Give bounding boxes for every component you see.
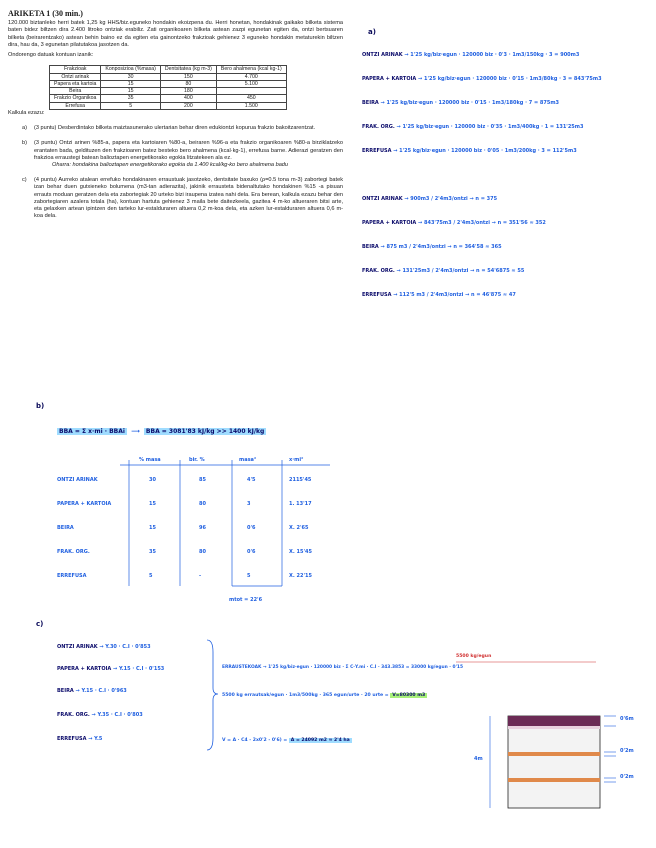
- table-cell: 5: [247, 573, 251, 579]
- dim-label: 0'6m: [620, 716, 634, 722]
- intermediate-layer-2: [508, 778, 600, 782]
- question-text: (4 puntu) Aurreko atalean errefuko hondakinaren erraustuak jasotzeko, dentsitate baxuko (ρ=0.5 tona m-3) zabortegi batek izan behar duen gutxieneko bolumena (m3-tan adierazita), jakinik errausteta bidenaltutako hondakinen %15 -a pisuan errauts moduan geratzen dela eta zabortegiak 20 urteko bizi iraupena izatea nahi dela. Era berean, kalkula ezazu behar den zabortegiaren azalera totala (ha), kontuan hartuta gehienez 3 maila bete daitezkeela, gazitea 4 m-ko altueraren bitsi arte, eta gelaxken artean ipintzen den tarteko lur-estalduraren altuera 0,2 m-koa dela, eta azken lur-estalduraren altuera 0,6 m-koa dela.: [34, 177, 343, 220]
- table-row: [50, 88, 287, 95]
- solution-a-count: PAPERA + KARTOIA → 843'75m3 / 2'4m3/ontzi → n = 351'56 ≈ 352: [362, 220, 546, 226]
- solution-c-left: PAPERA + KARTOIA → Y.15 · C.I · 0'153: [57, 666, 165, 672]
- solution-c-left: ONTZI ARINAK → Y.30 · C.I · 0'853: [57, 644, 151, 650]
- solution-a-count: ONTZI ARINAK → 900m3 / 2'4m3/ontzi → n = 375: [362, 196, 498, 202]
- table-row: [50, 102, 287, 109]
- table-cell: 85: [199, 477, 206, 483]
- table-cell: 150: [160, 73, 216, 80]
- table-cell: ERREFUSA: [57, 573, 87, 579]
- solution-a-label: a): [368, 28, 376, 36]
- dim-label: 0'2m: [620, 774, 634, 780]
- table-cell: 15: [149, 501, 156, 507]
- table-total: mtot = 22'6: [229, 597, 263, 603]
- table-cell: Frakzio Organikoa: [50, 95, 101, 102]
- table-cell: 80: [160, 80, 216, 87]
- table-cell: 450: [216, 95, 286, 102]
- table-cell: Papera eta kartoia: [50, 80, 101, 87]
- question-note: Oharra: hondakina balioztapen energetikorako egokia da 1.400 kcal/kg-ko bero ahalmena badu: [52, 162, 289, 169]
- calc-label: Kalkula ezazu:: [8, 110, 45, 116]
- table-cell: 0'6: [247, 549, 256, 555]
- table-cell: 5.100: [216, 80, 286, 87]
- solution-c-note: 5500 kg/egun: [456, 654, 492, 659]
- table-cell: 80: [199, 549, 206, 555]
- solution-b-formula: BBA = Σ x·mi · BBAi ⟶ BBA = 3081'83 kJ/kg >> 1400 kJ/kg: [59, 428, 265, 435]
- composition-table: [49, 65, 287, 110]
- solution-a-line: FRAK. ORG. → 1'25 kg/biz·egun · 120000 biz · 0'35 · 1m3/400kg · 1 = 131'25m3: [362, 124, 584, 130]
- question-label: b): [22, 140, 27, 147]
- cover-layer-top: [508, 716, 600, 726]
- dim-label: 4m: [474, 756, 483, 762]
- exercise-intro: 120.000 biztanleko herri batek 1,25 kg HHS/biz.eguneko hondakin ekoizpena du. Herri honetan, hondakinak gaikako bilketa sistema baten bidez biltzen dira 2.400 litroko ontziak erabiliz. Zati organikoaren bilketa astean zazpi egunetan egiten da, ontzi bertsuaren bilketa (beirarentzako) astean behin baino ez da egiten eta gainontzeko frakzioak gehienez 3 eguneko hondakin metaturekin biltzen dira, hau da, 3 egunetan pilatutakoa jasotzen da.: [8, 20, 343, 48]
- landfill-diagram: [470, 712, 650, 812]
- table-cell: Errefusa: [50, 102, 101, 109]
- table-cell: FRAK. ORG.: [57, 549, 90, 555]
- table-cell: 0'6: [247, 525, 256, 531]
- table-cell: 1.500: [216, 102, 286, 109]
- question-text: (3 puntu) Desberdintako bilketa maiztasunerako ulertarian behar diren edukiontzi kopurua frakzio bakoitzarentzat.: [34, 125, 316, 132]
- table-cell: 2115'45: [289, 477, 312, 483]
- solution-a-count: ERREFUSA → 112'5 m3 / 2'4m3/ontzi → n = 46'875 ≈ 47: [362, 292, 516, 298]
- table-cell: 180: [160, 88, 216, 95]
- table-header: masa°: [239, 457, 257, 463]
- question-label: a): [22, 125, 27, 132]
- table-cell: 4.700: [216, 73, 286, 80]
- table-cell: X. 22'15: [289, 573, 312, 579]
- problem-statement: [8, 10, 343, 220]
- cover-layer-top-inner: [508, 726, 600, 729]
- solution-c-label: c): [36, 620, 44, 628]
- table-cell: [216, 88, 286, 95]
- table-cell: 30: [101, 73, 160, 80]
- dim-label: 0'2m: [620, 748, 634, 754]
- table-cell: 5: [149, 573, 153, 579]
- question-label: c): [22, 177, 27, 184]
- solution-a-line: BEIRA → 1'25 kg/biz·egun · 120000 biz · 0'15 · 1m3/180kg · 7 = 875m3: [362, 100, 560, 106]
- solution-c-left: ERREFUSA → Y.5: [57, 736, 103, 742]
- table-cell: 35: [101, 95, 160, 102]
- question-a: [22, 125, 343, 132]
- table-cell: X. 15'45: [289, 549, 312, 555]
- table-cell: Ontzi arinak: [50, 73, 101, 80]
- table-cell: 4'5: [247, 477, 256, 483]
- solution-a-count: BEIRA → 875 m3 / 2'4m3/ontzi → n = 364'58 ≈ 365: [362, 244, 502, 250]
- table-cell: 35: [149, 549, 156, 555]
- table-cell: 15: [101, 88, 160, 95]
- solution-c-right-3: V = A · C4 - 2x0'2 - 0'6) = A = 24092 m2 ≈ 2'4 ha: [222, 738, 350, 743]
- table-row: [50, 95, 287, 102]
- table-cell: 96: [199, 525, 206, 531]
- table-cell: Beira: [50, 88, 101, 95]
- exercise-title: ARIKETA 1 (30 min.): [8, 9, 83, 18]
- table-cell: 3: [247, 501, 251, 507]
- table-header: x·mi°: [289, 457, 304, 463]
- table-cell: 30: [149, 477, 156, 483]
- solution-a-line: ONTZI ARINAK → 1'25 kg/biz·egun · 120000 biz · 0'3 · 1m3/150kg · 3 = 900m3: [362, 52, 580, 58]
- table-cell: 200: [160, 102, 216, 109]
- solution-b-label: b): [36, 402, 45, 410]
- solution-a-line: PAPERA + KARTOIA → 1'25 kg/biz·egun · 120000 biz · 0'15 · 1m3/80kg · 3 = 843'75m3: [362, 76, 602, 82]
- table-cell: 15: [149, 525, 156, 531]
- table-header: Frakzioak: [50, 66, 101, 73]
- landfill-body: [508, 716, 600, 808]
- table-cell: X. 2'65: [289, 525, 309, 531]
- table-header: Konposizioa (%masa): [101, 66, 160, 73]
- table-cell: 1. 13'17: [289, 501, 312, 507]
- question-c: [22, 177, 343, 220]
- intermediate-layer-1: [508, 752, 600, 756]
- solution-c-right-1: ERRAUSTEKOAK → 1'25 kg/biz·egun · 120000 biz · Σ C·Y.mi · C.I · 343.3853 = 33000 kg/egun · 0'15: [222, 665, 464, 670]
- solution-c-left: FRAK. ORG. → Y.35 · C.I · 0'803: [57, 712, 143, 718]
- solution-a-line: ERREFUSA → 1'25 kg/biz·egun · 120000 biz · 0'05 · 1m3/200kg · 3 = 112'5m3: [362, 148, 577, 154]
- solution-c-left: BEIRA → Y.15 · C.I · 0'963: [57, 688, 127, 694]
- solution-c-right-2: 5500 kg errautsak/egun · 1m3/500kg · 365 egun/urte · 20 urte = V=80300 m3: [222, 693, 426, 698]
- table-cell: -: [199, 573, 202, 579]
- table-header: Dentsitatea (kg m-3): [160, 66, 216, 73]
- table-row: [50, 73, 287, 80]
- landfill-svg: [470, 712, 650, 812]
- solution-a-count: FRAK. ORG. → 131'25m3 / 2'4m3/ontzi → n = 54'6875 ≈ 55: [362, 268, 525, 274]
- table-cell: BEIRA: [57, 525, 74, 531]
- table-header: bir. %: [189, 457, 205, 463]
- table-header: Bero ahalmena (kcal kg-1): [216, 66, 286, 73]
- question-text: (3 puntu) Ontzi arinen %85-a, papera eta kartoiaren %80-a, beiraren %96-a eta frakzio organikoaren %80-a birziklatzeko erantaten bada, geldituzen den frakzioaren batez besteko bero ahalmena (kcal·kg-1), errefusa barne. Adierazi geratzen den frakzioa erraustegi batean balioztapen energetikorako egokia litzatekeen ala ez.: [34, 140, 343, 161]
- table-cell: 5: [101, 102, 160, 109]
- exercise-intro-2: Ondorengo datuak kontuan izanik:: [8, 52, 94, 59]
- table-row: [50, 80, 287, 87]
- table-cell: 80: [199, 501, 206, 507]
- table-cell: PAPERA + KARTOIA: [57, 501, 112, 507]
- question-b: [22, 140, 343, 169]
- table-cell: 400: [160, 95, 216, 102]
- table-cell: 15: [101, 80, 160, 87]
- table-header: % masa: [139, 457, 161, 463]
- table-cell: ONTZI ARINAK: [57, 477, 98, 483]
